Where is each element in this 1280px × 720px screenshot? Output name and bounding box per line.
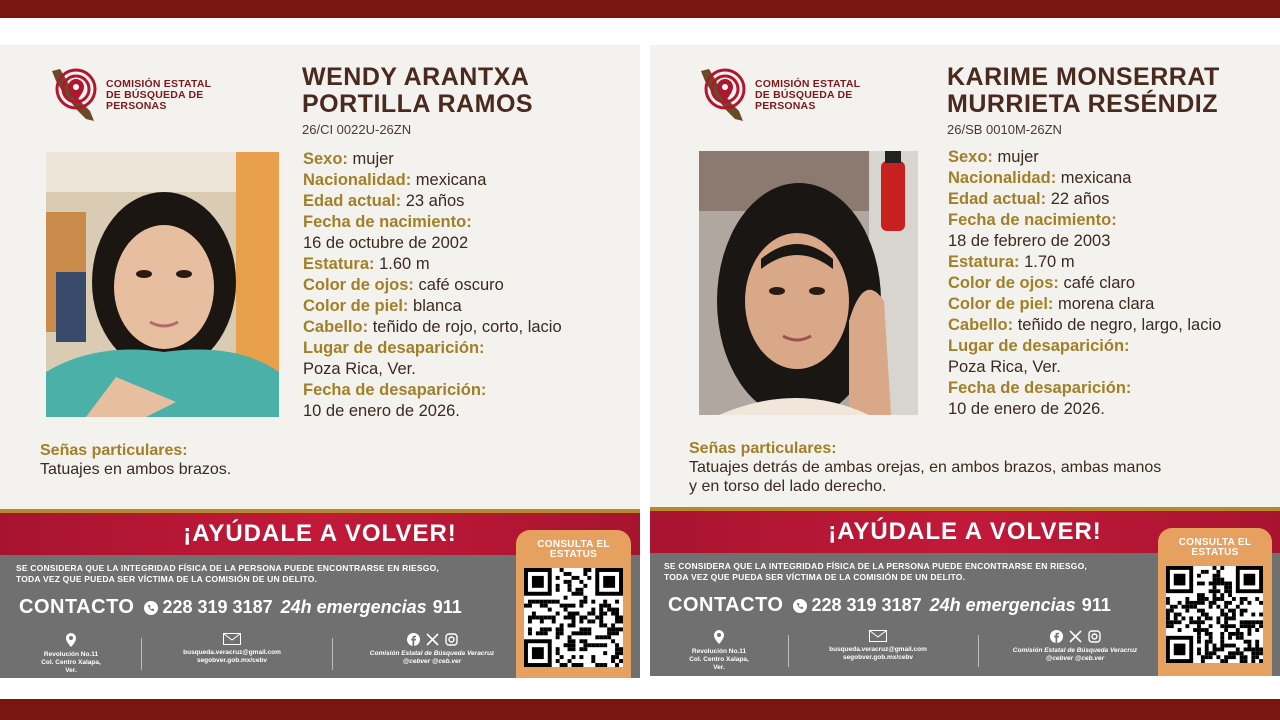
qr-title-line2: ESTATUS	[549, 549, 598, 560]
label-fecha-nacimiento: Fecha de nacimiento:	[303, 213, 472, 231]
person-name	[947, 64, 1220, 118]
contact-label: CONTACTO	[19, 596, 135, 618]
phone-icon	[793, 599, 807, 613]
qr-title-line1: CONSULTA EL	[1178, 537, 1252, 548]
person-name	[302, 64, 533, 118]
org-name-line1: COMISIÓN ESTATAL	[755, 77, 861, 90]
footer-address-line1: Revolución No.11	[691, 648, 747, 655]
footer-email-address[interactable]: busqueda.veracruz@gmail.com	[829, 646, 927, 653]
value-senas: Tatuajes en ambos brazos.	[40, 461, 232, 478]
org-name-line2: DE BÚSQUEDA DE	[755, 88, 853, 101]
contact-phone[interactable]: 228 319 3187	[162, 597, 273, 617]
label-estatura: Estatura:	[303, 255, 375, 273]
value-estatura: 1.70 m	[1024, 253, 1075, 271]
value-piel: morena clara	[1058, 295, 1155, 313]
value-edad: 22 años	[1050, 190, 1110, 208]
top-band	[0, 0, 1280, 18]
footer-address	[684, 630, 754, 672]
person-name-line1: WENDY ARANTXA	[302, 63, 530, 91]
org-logo	[695, 65, 860, 125]
label-piel: Color de piel:	[948, 295, 1054, 313]
envelope-icon	[869, 630, 887, 642]
value-nacionalidad: mexicana	[415, 171, 487, 189]
value-edad: 23 años	[405, 192, 465, 210]
envelope-icon	[223, 633, 241, 645]
distinguishing-marks	[40, 441, 231, 479]
value-sexo: mujer	[352, 150, 394, 168]
person-name-line1: KARIME MONSERRAT	[947, 63, 1220, 91]
person-photo	[699, 151, 918, 415]
footer-social-handles[interactable]: @cebver @ceb.ver	[402, 658, 462, 665]
value-fecha-nacimiento: 16 de octubre de 2002	[303, 234, 469, 252]
footer-email-address[interactable]: busqueda.veracruz@gmail.com	[183, 649, 281, 656]
qr-status-box	[516, 530, 631, 678]
value-ojos: café claro	[1063, 274, 1136, 292]
phone-icon	[144, 601, 158, 615]
footer-social-name: Comisión Estatal de Búsqueda Veracruz	[1012, 647, 1138, 654]
value-estatura: 1.60 m	[379, 255, 430, 273]
contact-line	[668, 594, 1111, 617]
footer-email	[172, 633, 292, 665]
label-fecha-nacimiento: Fecha de nacimiento:	[948, 211, 1117, 229]
facebook-icon[interactable]	[1050, 630, 1063, 643]
value-lugar: Poza Rica, Ver.	[948, 358, 1061, 376]
value-sexo: mujer	[997, 148, 1039, 166]
value-cabello: teñido de rojo, corto, lacio	[372, 318, 562, 336]
qr-title-line1: CONSULTA EL	[537, 539, 610, 550]
label-cabello: Cabello:	[948, 316, 1014, 334]
label-piel: Color de piel:	[303, 297, 409, 315]
poster-left	[0, 45, 640, 678]
footer-divider	[332, 638, 333, 670]
contact-emergency-number[interactable]: 911	[1081, 595, 1111, 615]
value-senas-line1: Tatuajes detrás de ambas orejas, en ambos brazos, ambas manos	[689, 459, 1162, 476]
label-fecha-desaparicion: Fecha de desaparición:	[303, 381, 487, 399]
footer-social	[352, 633, 512, 666]
qr-code-graphic	[524, 568, 623, 667]
case-id: 26/SB 0010M-26ZN	[947, 122, 1062, 137]
qr-title	[1158, 538, 1272, 558]
footer-website[interactable]: segobver.gob.mx/cebv	[842, 654, 914, 661]
label-lugar: Lugar de desaparición:	[948, 337, 1130, 355]
footer-divider	[788, 635, 789, 667]
contact-24h: 24h emergencias	[929, 595, 1076, 615]
org-name-line1: COMISIÓN ESTATAL	[106, 77, 212, 90]
risk-warning	[664, 561, 1087, 583]
help-banner-text: ¡AYÚDALE A VOLVER!	[828, 518, 1102, 545]
value-cabello: teñido de negro, largo, lacio	[1017, 316, 1222, 334]
label-lugar: Lugar de desaparición:	[303, 339, 485, 357]
value-lugar: Poza Rica, Ver.	[303, 360, 416, 378]
person-details	[303, 149, 562, 422]
label-senas: Señas particulares:	[689, 440, 837, 457]
risk-warning	[16, 563, 439, 585]
facebook-icon[interactable]	[407, 633, 420, 646]
person-name-line2: MURRIETA RESÉNDIZ	[947, 90, 1218, 118]
value-fecha-desaparicion: 10 de enero de 2026.	[303, 402, 460, 420]
instagram-icon[interactable]	[1088, 630, 1101, 643]
location-pin-icon	[714, 630, 724, 644]
value-fecha-desaparicion: 10 de enero de 2026.	[948, 400, 1105, 418]
contact-emergency-number[interactable]: 911	[432, 597, 462, 617]
contact-label: CONTACTO	[668, 594, 784, 616]
veracruz-map-pin-icon	[695, 65, 751, 125]
instagram-icon[interactable]	[445, 633, 458, 646]
footer-email	[818, 630, 938, 662]
org-name-line2: DE BÚSQUEDA DE	[106, 88, 204, 101]
person-name-line2: PORTILLA RAMOS	[302, 90, 534, 118]
risk-warning-line2: TODA VEZ QUE PUEDA SER VÍCTIMA DE LA COMISIÓN DE UN DELITO.	[664, 572, 966, 582]
footer-address-line2: Col. Centro Xalapa, Ver.	[689, 656, 749, 671]
label-nacionalidad: Nacionalidad:	[948, 169, 1057, 187]
footer-social	[995, 630, 1155, 663]
contact-24h: 24h emergencias	[280, 597, 427, 617]
qr-title	[516, 540, 631, 560]
risk-warning-line1: SE CONSIDERA QUE LA INTEGRIDAD FÍSICA DE LA PERSONA PUEDE ENCONTRARSE EN RIESGO,	[664, 561, 1087, 571]
label-edad: Edad actual:	[948, 190, 1047, 208]
qr-code[interactable]	[1166, 566, 1263, 663]
value-fecha-nacimiento: 18 de febrero de 2003	[948, 232, 1111, 250]
qr-code-graphic	[1166, 566, 1263, 663]
footer-website[interactable]: segobver.gob.mx/cebv	[196, 657, 268, 664]
qr-status-box	[1158, 528, 1272, 676]
footer-social-handles[interactable]: @cebver @ceb.ver	[1045, 655, 1105, 662]
bottom-band	[0, 699, 1280, 720]
label-edad: Edad actual:	[303, 192, 402, 210]
footer-address	[36, 633, 106, 675]
location-pin-icon	[66, 633, 76, 647]
x-twitter-icon[interactable]	[426, 633, 439, 646]
label-ojos: Color de ojos:	[303, 276, 414, 294]
label-nacionalidad: Nacionalidad:	[303, 171, 412, 189]
org-logo	[46, 65, 211, 125]
person-photo	[46, 152, 279, 417]
case-id: 26/CI 0022U-26ZN	[302, 122, 412, 137]
value-piel: blanca	[413, 297, 462, 315]
label-sexo: Sexo:	[303, 150, 348, 168]
org-name-line3: PERSONAS	[106, 99, 167, 112]
qr-code[interactable]	[524, 568, 623, 667]
veracruz-map-pin-icon	[46, 65, 102, 125]
footer-divider	[978, 635, 979, 667]
label-fecha-desaparicion: Fecha de desaparición:	[948, 379, 1132, 397]
contact-line	[19, 596, 462, 619]
poster-right	[650, 45, 1280, 676]
value-ojos: café oscuro	[418, 276, 504, 294]
qr-title-line2: ESTATUS	[1191, 547, 1239, 558]
footer-divider	[141, 638, 142, 670]
x-twitter-icon[interactable]	[1069, 630, 1082, 643]
help-banner-text: ¡AYÚDALE A VOLVER!	[183, 520, 457, 547]
label-ojos: Color de ojos:	[948, 274, 1059, 292]
footer-address-line1: Revolución No.11	[43, 651, 99, 658]
footer-social-name: Comisión Estatal de Búsqueda Veracruz	[369, 650, 495, 657]
label-cabello: Cabello:	[303, 318, 369, 336]
footer-address-line2: Col. Centro Xalapa, Ver.	[41, 659, 101, 674]
contact-phone[interactable]: 228 319 3187	[811, 595, 922, 615]
label-estatura: Estatura:	[948, 253, 1020, 271]
value-nacionalidad: mexicana	[1060, 169, 1132, 187]
label-sexo: Sexo:	[948, 148, 993, 166]
person-details	[948, 147, 1221, 420]
value-senas-line2: y en torso del lado derecho.	[689, 478, 887, 495]
risk-warning-line2: TODA VEZ QUE PUEDA SER VÍCTIMA DE LA COMISIÓN DE UN DELITO.	[16, 574, 318, 584]
risk-warning-line1: SE CONSIDERA QUE LA INTEGRIDAD FÍSICA DE LA PERSONA PUEDE ENCONTRARSE EN RIESGO,	[16, 563, 439, 573]
distinguishing-marks	[689, 439, 1161, 496]
org-name-line3: PERSONAS	[755, 99, 816, 112]
label-senas: Señas particulares:	[40, 442, 188, 459]
